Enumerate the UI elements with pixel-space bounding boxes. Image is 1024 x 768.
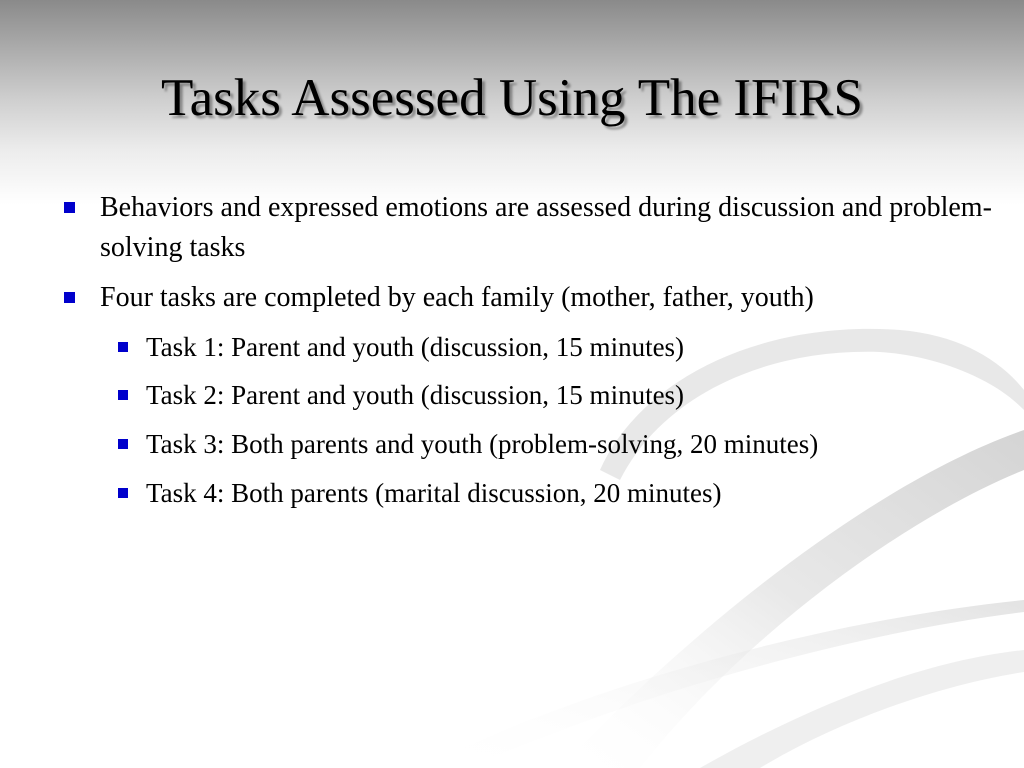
bullet-marker-icon — [64, 202, 75, 213]
slide-title: Tasks Assessed Using The IFIRS — [160, 69, 864, 127]
sub-bullet-marker-icon — [118, 342, 128, 352]
sub-bullet-marker-icon — [118, 390, 128, 400]
bullet-marker-icon — [64, 292, 75, 303]
sub-bullet-item-2: Task 2: Parent and youth (discussion, 15 minutes) — [146, 380, 685, 410]
bullet-item-2: Four tasks are completed by each family (mother, father, youth) — [100, 282, 814, 313]
sub-bullet-item-3: Task 3: Both parents and youth (problem-solving, 20 minutes) — [146, 429, 819, 459]
sub-bullet-item-4: Task 4: Both parents (marital discussion, 20 minutes) — [146, 478, 722, 508]
sub-bullet-item-1: Task 1: Parent and youth (discussion, 15 minutes) — [146, 332, 685, 362]
sub-bullet-marker-icon — [118, 439, 128, 449]
bullet-item-1: Behaviors and expressed emotions are assessed during discussion and problem-solving tasks — [100, 192, 992, 263]
sub-bullet-marker-icon — [118, 488, 128, 498]
